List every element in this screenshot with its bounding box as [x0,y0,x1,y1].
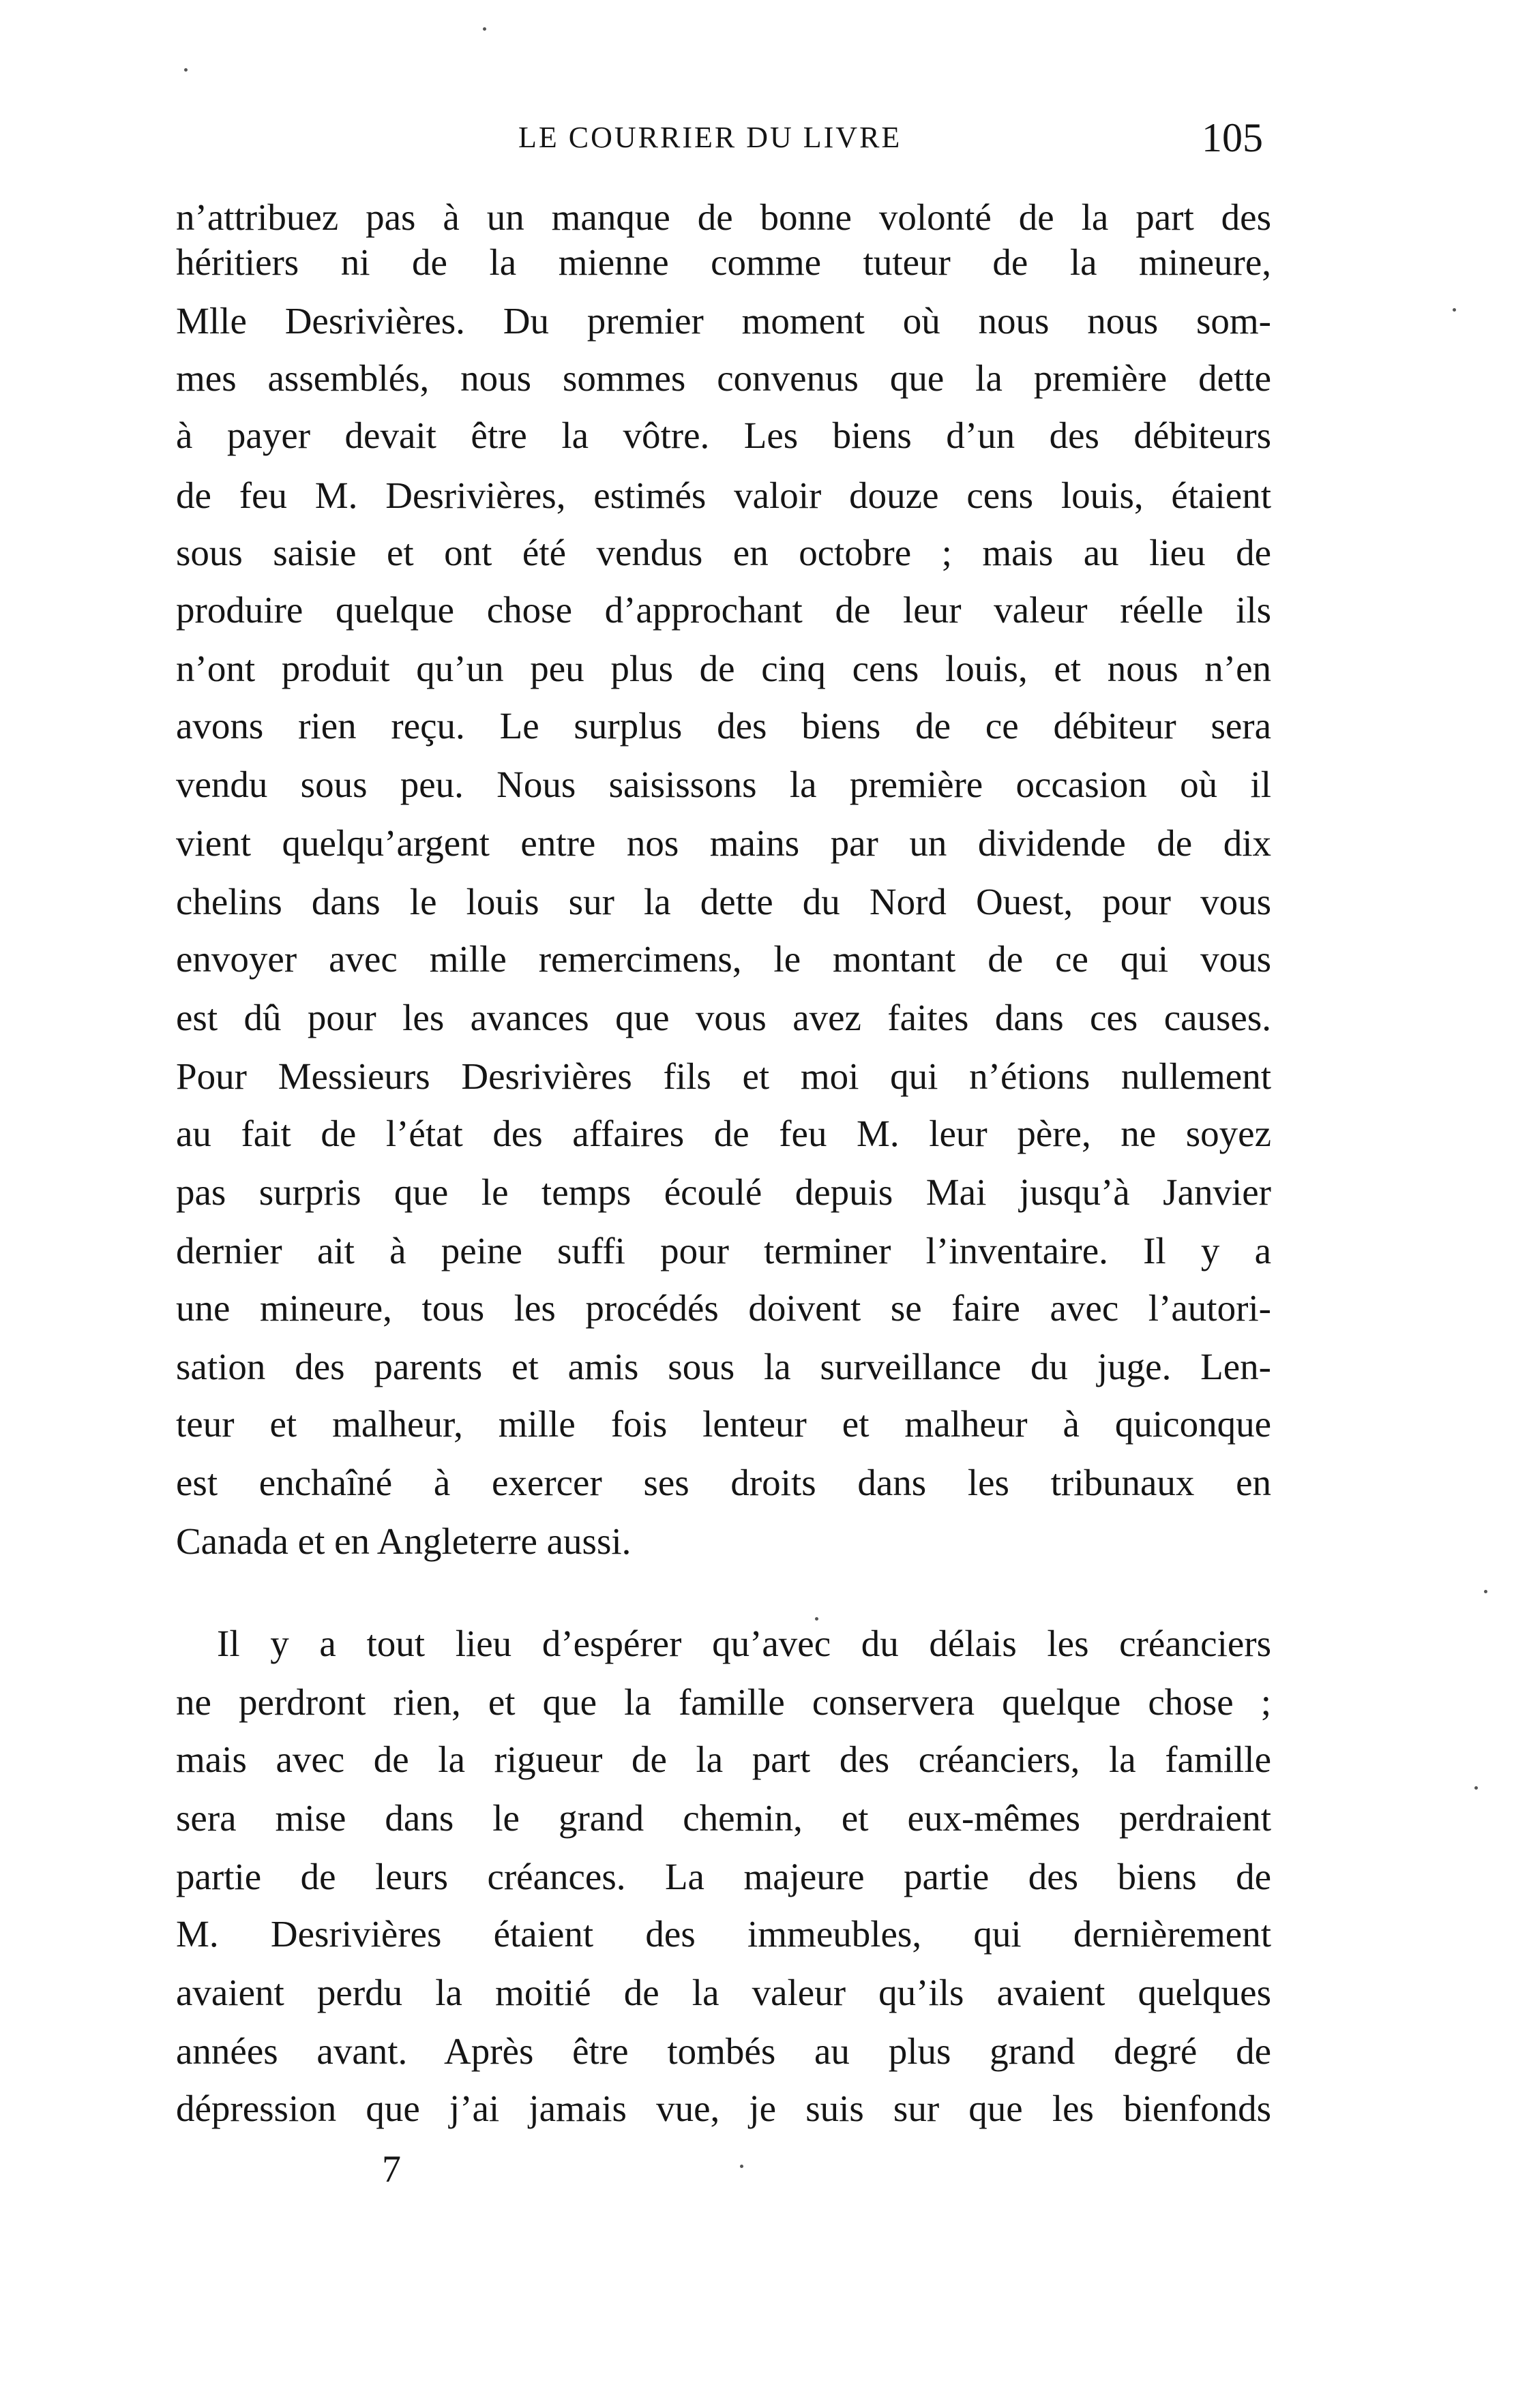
text-line: vendu sous peu. Nous saisissons la première occasion où il [176,764,1271,805]
text-line: Mlle Desrivières. Du premier moment où nous nous som- [176,300,1271,342]
text-line: sation des parents et amis sous la surveillance du juge. Len- [176,1346,1271,1387]
text-line: vient quelqu’argent entre nos mains par un dividende de dix [176,822,1271,864]
text-line: M. Desrivières étaient des immeubles, qui dernièrement [176,1913,1271,1955]
text-line: avaient perdu la moitié de la valeur qu’ils avaient quelques [176,1972,1271,2013]
text-line: teur et malheur, mille fois lenteur et malheur à quiconque [176,1403,1271,1445]
text-line: Pour Messieurs Desrivières fils et moi qui n’étions nullement [176,1055,1271,1097]
text-line: héritiers ni de la mienne comme tuteur de la mineure, [176,241,1271,283]
signature-mark: 7 [382,2148,401,2191]
text-line: dernier ait à peine suffi pour terminer l’inventaire. Il y a [176,1230,1271,1271]
text-line: dépression que j’ai jamais vue, je suis sur que les bienfonds [176,2088,1271,2129]
print-speck [1453,308,1456,312]
text-line: chelins dans le louis sur la dette du Nord Ouest, pour vous [176,881,1271,922]
text-line: partie de leurs créances. La majeure partie des biens de [176,1856,1271,1897]
text-line: de feu M. Desrivières, estimés valoir douze cens louis, étaient [176,475,1271,516]
print-speck [815,1617,818,1621]
text-line: produire quelque chose d’approchant de leur valeur réelle ils [176,589,1271,631]
text-line: avons rien reçu. Le surplus des biens de ce débiteur sera [176,705,1271,747]
running-head: LE COURRIER DU LIVRE [518,121,902,154]
text-line: au fait de l’état des affaires de feu M. leur père, ne soyez [176,1113,1271,1154]
print-speck [1474,1786,1478,1790]
text-line: Il y a tout lieu d’espérer qu’avec du délais les créanciers [217,1623,1271,1664]
text-line: mes assemblés, nous sommes convenus que la première dette [176,357,1271,399]
print-speck [740,2165,743,2168]
text-line: est enchaîné à exercer ses droits dans les tribunaux en [176,1462,1271,1503]
text-line: est dû pour les avances que vous avez faites dans ces causes. [176,997,1271,1038]
text-line: sous saisie et ont été vendus en octobre ; mais au lieu de [176,532,1271,573]
text-line: mais avec de la rigueur de la part des créanciers, la famille [176,1739,1271,1780]
text-line: années avant. Après être tombés au plus grand degré de [176,2030,1271,2072]
text-line: sera mise dans le grand chemin, et eux-mêmes perdraient [176,1797,1271,1839]
text-line: une mineure, tous les procédés doivent se faire avec l’autori- [176,1287,1271,1329]
text-line: n’attribuez pas à un manque de bonne volonté de la part des [176,196,1271,238]
text-line: Canada et en Angleterre aussi. [176,1520,632,1562]
page-number: 105 [1202,115,1263,160]
text-line: envoyer avec mille remercimens, le montant de ce qui vous [176,938,1271,980]
text-line: ne perdront rien, et que la famille conservera quelque chose ; [176,1681,1271,1723]
text-line: à payer devait être la vôtre. Les biens d’un des débiteurs [176,415,1271,456]
text-line: pas surpris que le temps écoulé depuis Mai jusqu’à Janvier [176,1171,1271,1213]
print-speck [483,27,486,31]
print-speck [1484,1590,1487,1593]
print-speck [184,68,188,72]
text-line: n’ont produit qu’un peu plus de cinq cens louis, et nous n’en [176,648,1271,689]
